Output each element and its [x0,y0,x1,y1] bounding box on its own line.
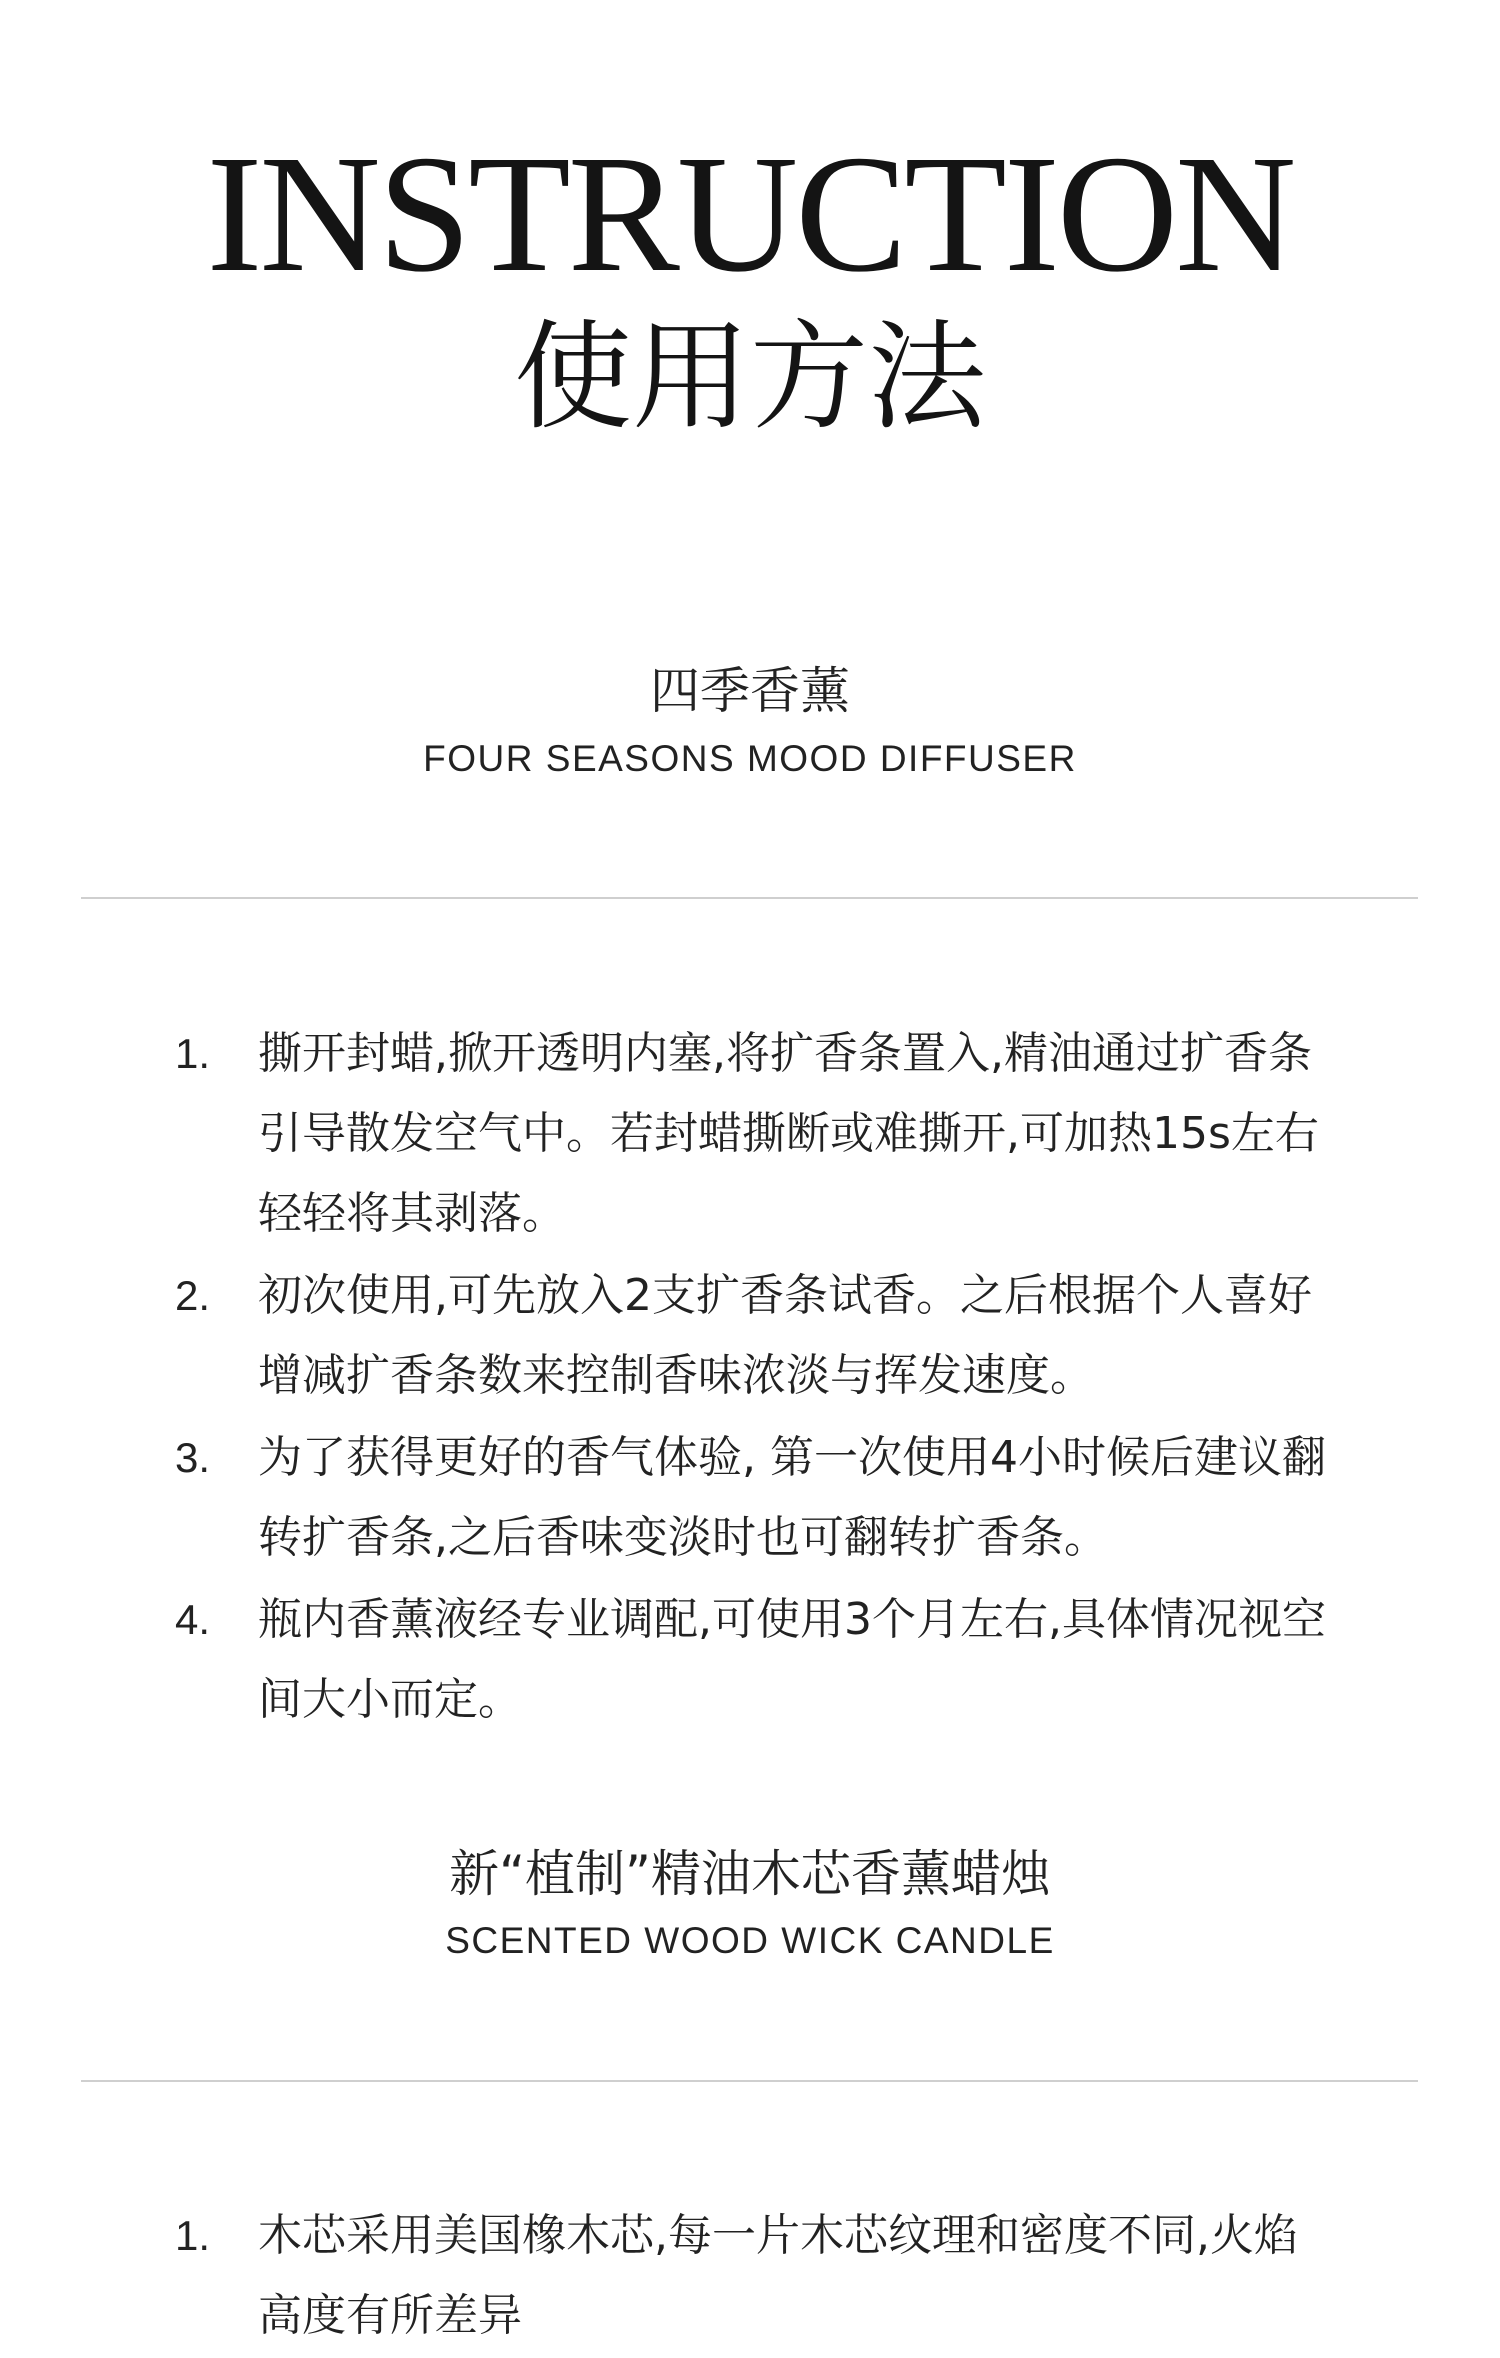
diffuser-section-subtitle: FOUR SEASONS MOOD DIFFUSER [423,738,1077,779]
list-item-number: 2. [175,1272,211,1319]
page-title-english: INSTRUCTION [206,121,1294,307]
list-item-number: 4. [175,1596,211,1643]
list-item [0,1580,1500,1740]
list-item [0,2196,1500,2356]
list-item-number: 1. [175,1030,211,1077]
list-item-number: 3. [175,1434,211,1481]
candle-section-subtitle: SCENTED WOOD WICK CANDLE [445,1920,1055,1961]
section-divider [81,2080,1418,2082]
list-item-number: 1. [175,2212,211,2259]
list-item [0,1014,1500,1254]
list-item-text: 瓶内香薰液经专业调配,可使用3个月左右,具体情况视空间大小而定。 [258,1594,1326,1725]
list-item-text: 初次使用,可先放入2支扩香条试香。之后根据个人喜好增减扩香条数来控制香味浓淡与挥发速度。 [258,1270,1312,1401]
candle-instruction-list [0,2196,1500,2358]
section-divider [81,897,1418,899]
list-item-text: 为了获得更好的香气体验, 第一次使用4小时候后建议翻转扩香条,之后香味变淡时也可翻转扩香条。 [258,1432,1326,1563]
candle-section-title: 新“植制”精油木芯香薰蜡烛 [449,1845,1051,1903]
page-title-chinese: 使用方法 [513,308,986,446]
diffuser-instruction-list [0,1014,1500,1742]
list-item-text: 木芯采用美国橡木芯,每一片木芯纹理和密度不同,火焰高度有所差异 [258,2210,1298,2341]
list-item [0,1256,1500,1416]
diffuser-section-title: 四季香薰 [650,662,850,720]
list-item [0,1418,1500,1578]
list-item-text: 撕开封蜡,掀开透明内塞,将扩香条置入,精油通过扩香条引导散发空气中。若封蜡撕断或难撕开,可加热15s左右轻轻将其剥落。 [258,1028,1319,1239]
